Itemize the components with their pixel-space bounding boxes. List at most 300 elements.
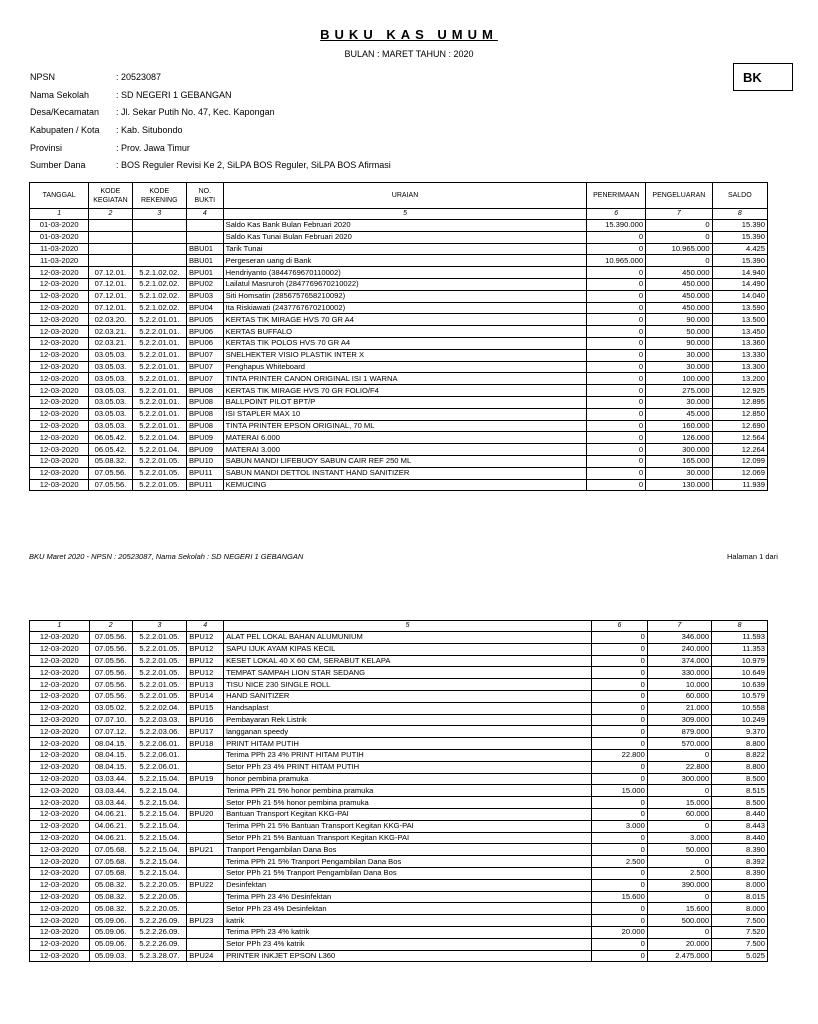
table-cell	[187, 926, 224, 938]
table-cell: 12.099	[712, 455, 767, 467]
table-cell: 0	[591, 714, 647, 726]
info-value: : BOS Reguler Revisi Ke 2, SiLPA BOS Reguler, SiLPA BOS Afirmasi	[116, 160, 391, 171]
table-cell: Saldo Kas Bank Bulan Februari 2020	[223, 220, 587, 232]
table-cell: 0	[587, 396, 646, 408]
table-row	[30, 432, 768, 444]
table-cell: 12-03-2020	[30, 267, 89, 279]
table-cell: 12-03-2020	[30, 432, 89, 444]
table-cell: 5.2.2.15.04.	[132, 832, 187, 844]
table-cell: KERTAS BUFFALO	[223, 326, 587, 338]
table-cell: BPU08	[186, 396, 223, 408]
table-row	[30, 326, 768, 338]
table-cell: 11.593	[712, 632, 768, 644]
table-cell: 5.025	[712, 950, 768, 962]
table-cell: HAND SANITIZER	[224, 690, 592, 702]
table-cell: 5.2.2.01.05.	[132, 690, 187, 702]
table-cell	[187, 749, 224, 761]
table-cell: SABUN MANDI DETTOL INSTANT HAND SANITIZER	[223, 467, 587, 479]
page-subtitle: BULAN : MARET TAHUN : 2020	[344, 49, 474, 59]
table-cell: 5.2.2.02.04.	[132, 702, 187, 714]
table-cell: TINTA PRINTER EPSON ORIGINAL, 70 ML	[223, 420, 587, 432]
table-cell: 5.2.2.15.04.	[132, 773, 187, 785]
table-cell: 05.09.03.	[89, 950, 132, 962]
table-cell: 13.330	[712, 349, 767, 361]
table-cell: 240.000	[647, 643, 711, 655]
table-cell: BPU08	[186, 420, 223, 432]
info-value: : SD NEGERI 1 GEBANGAN	[116, 89, 232, 100]
column-number: 4	[186, 209, 223, 220]
table-row	[30, 808, 768, 820]
column-number-row	[30, 209, 768, 220]
table-cell: 11.353	[712, 643, 768, 655]
table-cell: BPU02	[186, 278, 223, 290]
table-cell: 450.000	[646, 267, 713, 279]
table-cell	[89, 255, 132, 267]
table-cell: BPU24	[187, 950, 224, 962]
table-cell: 5.2.2.01.05.	[132, 655, 187, 667]
table-cell: 3.000	[591, 820, 647, 832]
table-cell: 0	[591, 773, 647, 785]
table-cell: 07.05.56.	[89, 667, 132, 679]
table-cell: 45.000	[646, 408, 713, 420]
table-cell: 5.2.2.01.01.	[132, 349, 186, 361]
info-row	[30, 107, 391, 125]
table-cell: MATERAI 6.000	[223, 432, 587, 444]
table-cell: KERTAS TIK POLOS HVS 70 GR A4	[223, 337, 587, 349]
table-cell: 12.069	[712, 467, 767, 479]
table-cell: BPU09	[186, 444, 223, 456]
table-cell: 8.800	[712, 738, 768, 750]
info-row	[30, 143, 391, 161]
table-row	[30, 643, 768, 655]
table-cell: Tranport Pengambilan Dana Bos	[224, 844, 592, 856]
table-cell: 22.800	[591, 749, 647, 761]
table-cell: 12-03-2020	[30, 690, 90, 702]
table-cell: BPU15	[187, 702, 224, 714]
table-cell: 60.000	[647, 690, 711, 702]
table-cell: 0	[587, 467, 646, 479]
table-cell: 07.05.56.	[89, 690, 132, 702]
table-cell: 5.2.2.15.04.	[132, 797, 187, 809]
table-cell: 12-03-2020	[30, 726, 90, 738]
table-cell: 0	[587, 290, 646, 302]
table-cell: 309.000	[647, 714, 711, 726]
ledger-body-page-2	[30, 632, 768, 962]
table-cell: 20.000	[647, 938, 711, 950]
table-cell: 0	[591, 679, 647, 691]
column-number: 3	[132, 621, 187, 632]
ledger-table-page-2	[29, 620, 768, 962]
table-cell: 12-03-2020	[30, 808, 90, 820]
table-cell: langganan speedy	[224, 726, 592, 738]
column-number: 6	[591, 621, 647, 632]
table-cell: SABUN MANDI LIFEBUOY SABUN CAIR REF 250 ML	[223, 455, 587, 467]
table-cell: 03.05.03.	[89, 420, 132, 432]
table-cell: 5.2.2.01.01.	[132, 396, 186, 408]
table-cell: 10.979	[712, 655, 768, 667]
table-cell: Terima PPh 23 4% katrik	[224, 926, 592, 938]
table-cell: 8.390	[712, 844, 768, 856]
ledger-table-page-1	[29, 182, 768, 491]
table-cell: 15.390.000	[587, 220, 646, 232]
table-cell: 11-03-2020	[30, 255, 89, 267]
table-cell: BPU01	[186, 267, 223, 279]
table-cell: BBU01	[186, 255, 223, 267]
table-cell: 12-03-2020	[30, 903, 90, 915]
info-label: NPSN	[30, 72, 56, 82]
table-cell: BPU22	[187, 879, 224, 891]
table-cell: Siti Homsatin (2856757658210092)	[223, 290, 587, 302]
table-cell: 5.2.1.02.02.	[132, 278, 186, 290]
column-number: 6	[587, 209, 646, 220]
table-cell: Saldo Kas Tunai Bulan Februari 2020	[223, 231, 587, 243]
table-cell: 12-03-2020	[30, 467, 89, 479]
table-row	[30, 455, 768, 467]
table-cell: 12-03-2020	[30, 643, 90, 655]
table-cell	[187, 856, 224, 868]
table-cell: 8.000	[712, 879, 768, 891]
table-cell: 04.06.21.	[89, 820, 132, 832]
table-cell: BPU17	[187, 726, 224, 738]
table-cell: 12-03-2020	[30, 891, 90, 903]
table-row	[30, 349, 768, 361]
table-cell: 20.000	[591, 926, 647, 938]
table-cell: 8.443	[712, 820, 768, 832]
table-cell: 12-03-2020	[30, 702, 90, 714]
table-cell: 13.590	[712, 302, 767, 314]
table-cell: 13.360	[712, 337, 767, 349]
table-cell: 0	[591, 832, 647, 844]
table-cell: BALLPOINT PILOT BPT/P	[223, 396, 587, 408]
table-cell: 22.800	[647, 761, 711, 773]
table-cell: BPU20	[187, 808, 224, 820]
table-cell: ISI STAPLER MAX 10	[223, 408, 587, 420]
table-cell: BPU09	[186, 432, 223, 444]
table-cell: BPU14	[187, 690, 224, 702]
column-header: PENGELUARAN	[646, 183, 713, 209]
table-row	[30, 761, 768, 773]
table-cell: 50.000	[647, 844, 711, 856]
table-cell: 03.03.44.	[89, 785, 132, 797]
table-cell: 130.000	[646, 479, 713, 491]
table-cell: 0	[587, 302, 646, 314]
table-cell: 12-03-2020	[30, 373, 89, 385]
table-cell: 0	[591, 938, 647, 950]
table-cell: 0	[591, 808, 647, 820]
table-cell: 8.500	[712, 797, 768, 809]
column-header: KODE REKENING	[132, 183, 186, 209]
table-cell: BPU12	[187, 667, 224, 679]
table-cell: Bantuan Transport Kegitan KKG-PAI	[224, 808, 592, 820]
table-cell: 12-03-2020	[30, 856, 90, 868]
table-cell: 07.05.56.	[89, 679, 132, 691]
table-cell	[187, 867, 224, 879]
table-cell: 12-03-2020	[30, 337, 89, 349]
table-cell: 0	[587, 349, 646, 361]
table-cell: 160.000	[646, 420, 713, 432]
table-cell: 21.000	[647, 702, 711, 714]
table-cell: 03.05.03.	[89, 361, 132, 373]
table-cell: 5.2.2.01.01.	[132, 326, 186, 338]
table-cell: 02.03.20.	[89, 314, 132, 326]
table-cell: 12-03-2020	[30, 420, 89, 432]
table-cell: 0	[591, 903, 647, 915]
table-cell: 12-03-2020	[30, 396, 89, 408]
table-cell: Setor PPh 23 4% PRINT HITAM PUTIH	[224, 761, 592, 773]
table-cell: KEMUCING	[223, 479, 587, 491]
form-code-badge: BK	[733, 63, 793, 91]
table-cell: 0	[591, 643, 647, 655]
table-cell: BPU08	[186, 385, 223, 397]
table-cell: 13.500	[712, 314, 767, 326]
table-cell: 07.05.56.	[89, 479, 132, 491]
table-cell: TINTA PRINTER CANON ORIGINAL ISI 1 WARNA	[223, 373, 587, 385]
table-cell: 5.2.2.01.01.	[132, 385, 186, 397]
table-row	[30, 396, 768, 408]
table-cell: 5.2.2.26.09.	[132, 938, 187, 950]
table-cell	[132, 231, 186, 243]
table-cell: 05.09.06.	[89, 938, 132, 950]
table-cell: 0	[587, 432, 646, 444]
column-number: 3	[132, 209, 186, 220]
table-cell: 12.690	[712, 420, 767, 432]
table-cell: 8.500	[712, 773, 768, 785]
table-cell: 0	[591, 867, 647, 879]
table-cell	[132, 220, 186, 232]
column-number: 7	[647, 621, 711, 632]
column-number: 8	[712, 209, 767, 220]
table-cell: 10.965.000	[646, 243, 713, 255]
info-label: Desa/Kecamatan	[30, 107, 100, 118]
table-cell: Terima PPh 21 5% Tranport Pengambilan Dana Bos	[224, 856, 592, 868]
table-cell	[187, 891, 224, 903]
table-cell	[187, 903, 224, 915]
table-cell: 5.2.2.03.03.	[132, 714, 187, 726]
table-cell: 126.000	[646, 432, 713, 444]
table-cell: 05.08.32.	[89, 891, 132, 903]
table-cell: 12-03-2020	[30, 926, 90, 938]
table-cell: 07.12.01.	[89, 267, 132, 279]
table-row	[30, 773, 768, 785]
table-cell: 14.940	[712, 267, 767, 279]
table-cell: 5.2.2.26.09.	[132, 926, 187, 938]
table-cell: KERTAS TIK MIRAGE HVS 70 GR FOLIO/F4	[223, 385, 587, 397]
table-cell: Desinfektan	[224, 879, 592, 891]
table-cell: PRINTER INKJET EPSON L360	[224, 950, 592, 962]
table-cell: 05.08.32.	[89, 879, 132, 891]
table-cell: SAPU IJUK AYAM KIPAS KECIL	[224, 643, 592, 655]
column-number: 5	[224, 621, 592, 632]
table-cell: 8.800	[712, 761, 768, 773]
column-number: 5	[223, 209, 587, 220]
table-cell: 10.639	[712, 679, 768, 691]
table-cell: 346.000	[647, 632, 711, 644]
table-cell: 07.05.68.	[89, 844, 132, 856]
column-header: PENERIMAAN	[587, 183, 646, 209]
table-cell: 12-03-2020	[30, 773, 90, 785]
table-cell: 12-03-2020	[30, 749, 90, 761]
table-cell: SNELHEKTER VISIO PLASTIK INTER X	[223, 349, 587, 361]
table-cell: Setor PPh 21 5% Bantuan Transport Kegitan KKG-PAI	[224, 832, 592, 844]
table-cell: 5.2.2.20.05.	[132, 903, 187, 915]
table-row	[30, 408, 768, 420]
table-cell	[186, 220, 223, 232]
table-cell: 12.850	[712, 408, 767, 420]
table-cell: 5.2.2.06.01.	[132, 761, 187, 773]
table-cell: 05.08.32.	[89, 903, 132, 915]
table-cell: 60.000	[647, 808, 711, 820]
table-cell: 07.07.10.	[89, 714, 132, 726]
table-row	[30, 231, 768, 243]
info-row	[30, 72, 391, 90]
table-cell: 0	[587, 243, 646, 255]
table-cell: Penghapus Whiteboard	[223, 361, 587, 373]
table-cell: 12-03-2020	[30, 879, 90, 891]
table-cell: 01-03-2020	[30, 220, 89, 232]
table-cell: 12-03-2020	[30, 479, 89, 491]
table-cell: BPU18	[187, 738, 224, 750]
table-cell: 30.000	[646, 361, 713, 373]
table-cell: 13.200	[712, 373, 767, 385]
table-cell: 12-03-2020	[30, 302, 89, 314]
table-cell: 08.04.15.	[89, 738, 132, 750]
table-cell: 2.475.000	[647, 950, 711, 962]
table-row	[30, 879, 768, 891]
table-cell: 13.300	[712, 361, 767, 373]
table-cell: 0	[647, 820, 711, 832]
table-cell: 5.2.1.02.02.	[132, 290, 186, 302]
table-cell: BPU07	[186, 361, 223, 373]
table-cell: 5.2.2.06.01.	[132, 749, 187, 761]
table-cell: 12-03-2020	[30, 867, 90, 879]
table-cell: 11-03-2020	[30, 243, 89, 255]
table-cell: 5.2.2.01.01.	[132, 314, 186, 326]
table-cell: 8.000	[712, 903, 768, 915]
table-cell: 0	[587, 444, 646, 456]
table-cell: PRINT HITAM PUTIH	[224, 738, 592, 750]
table-cell: 3.000	[647, 832, 711, 844]
table-cell: Ita Riskiawati (2437767670210002)	[223, 302, 587, 314]
table-cell: 07.07.12.	[89, 726, 132, 738]
table-cell: 03.05.03.	[89, 373, 132, 385]
table-cell: 5.2.2.03.06.	[132, 726, 187, 738]
table-cell: Setor PPh 23 4% katrik	[224, 938, 592, 950]
table-cell: BPU06	[186, 337, 223, 349]
table-cell: 02.03.21.	[89, 326, 132, 338]
table-cell: 0	[587, 420, 646, 432]
table-cell: 8.440	[712, 808, 768, 820]
table-cell: 390.000	[647, 879, 711, 891]
table-cell: 15.000	[591, 785, 647, 797]
table-cell: 07.12.01.	[89, 302, 132, 314]
info-value: : Jl. Sekar Putih No. 47, Kec. Kapongan	[116, 107, 275, 118]
table-cell: Pembayaran Rek Listrik	[224, 714, 592, 726]
table-row	[30, 867, 768, 879]
table-cell: BPU16	[187, 714, 224, 726]
column-header: URAIAN	[223, 183, 587, 209]
table-cell: 04.06.21.	[89, 808, 132, 820]
table-row	[30, 820, 768, 832]
column-header: NO. BUKTI	[186, 183, 223, 209]
column-number: 8	[712, 621, 768, 632]
table-cell: BPU03	[186, 290, 223, 302]
table-cell: 15.000	[647, 797, 711, 809]
table-row	[30, 785, 768, 797]
table-cell: 570.000	[647, 738, 711, 750]
table-cell: 0	[587, 314, 646, 326]
table-row	[30, 903, 768, 915]
column-number: 4	[187, 621, 224, 632]
table-cell: BPU21	[187, 844, 224, 856]
table-cell: 07.05.68.	[89, 856, 132, 868]
table-cell: 5.2.2.01.01.	[132, 337, 186, 349]
table-cell: Terima PPh 23 4% Desinfektan	[224, 891, 592, 903]
table-cell: 12-03-2020	[30, 290, 89, 302]
info-label: Nama Sekolah	[30, 89, 90, 100]
table-cell: 90.000	[646, 314, 713, 326]
column-number: 1	[30, 621, 90, 632]
table-cell: 450.000	[646, 290, 713, 302]
table-cell: 07.12.01.	[89, 278, 132, 290]
table-row	[30, 797, 768, 809]
table-cell: 12-03-2020	[30, 820, 90, 832]
table-cell: 08.04.15.	[89, 761, 132, 773]
table-cell: 12-03-2020	[30, 385, 89, 397]
table-row	[30, 302, 768, 314]
table-cell: 5.2.2.20.05.	[132, 891, 187, 903]
table-cell: 0	[646, 231, 713, 243]
table-cell: BPU13	[187, 679, 224, 691]
table-cell: 0	[587, 361, 646, 373]
table-cell: TEMPAT SAMPAH LION STAR SEDANG	[224, 667, 592, 679]
table-cell: 0	[587, 479, 646, 491]
table-cell: 5.2.2.01.05.	[132, 679, 187, 691]
table-cell: 0	[591, 738, 647, 750]
table-row	[30, 667, 768, 679]
table-cell: 5.2.2.01.05.	[132, 467, 186, 479]
table-cell: 5.2.2.15.04.	[132, 856, 187, 868]
table-cell: 12-03-2020	[30, 832, 90, 844]
table-cell: 30.000	[646, 467, 713, 479]
table-row	[30, 337, 768, 349]
table-cell: 15.390	[712, 255, 767, 267]
table-cell: 330.000	[647, 667, 711, 679]
table-cell: 0	[646, 220, 713, 232]
table-cell: 30.000	[646, 396, 713, 408]
table-cell: 12.264	[712, 444, 767, 456]
table-cell: 0	[647, 856, 711, 868]
table-row	[30, 938, 768, 950]
table-cell: Terima PPh 21 5% honor pembina pramuka	[224, 785, 592, 797]
table-cell: 07.05.56.	[89, 632, 132, 644]
table-row	[30, 702, 768, 714]
table-cell: BPU04	[186, 302, 223, 314]
table-cell: 50.000	[646, 326, 713, 338]
table-cell: 8.515	[712, 785, 768, 797]
table-cell: 06.05.42.	[89, 444, 132, 456]
table-cell: 14.490	[712, 278, 767, 290]
table-cell: 0	[587, 267, 646, 279]
table-row	[30, 856, 768, 868]
table-cell: 03.05.03.	[89, 385, 132, 397]
table-cell: 01-03-2020	[30, 231, 89, 243]
table-row	[30, 738, 768, 750]
table-cell: 450.000	[646, 302, 713, 314]
table-cell: Terima PPh 23 4% PRINT HITAM PUTIH	[224, 749, 592, 761]
table-cell: 0	[591, 844, 647, 856]
table-row	[30, 714, 768, 726]
column-number: 1	[30, 209, 89, 220]
